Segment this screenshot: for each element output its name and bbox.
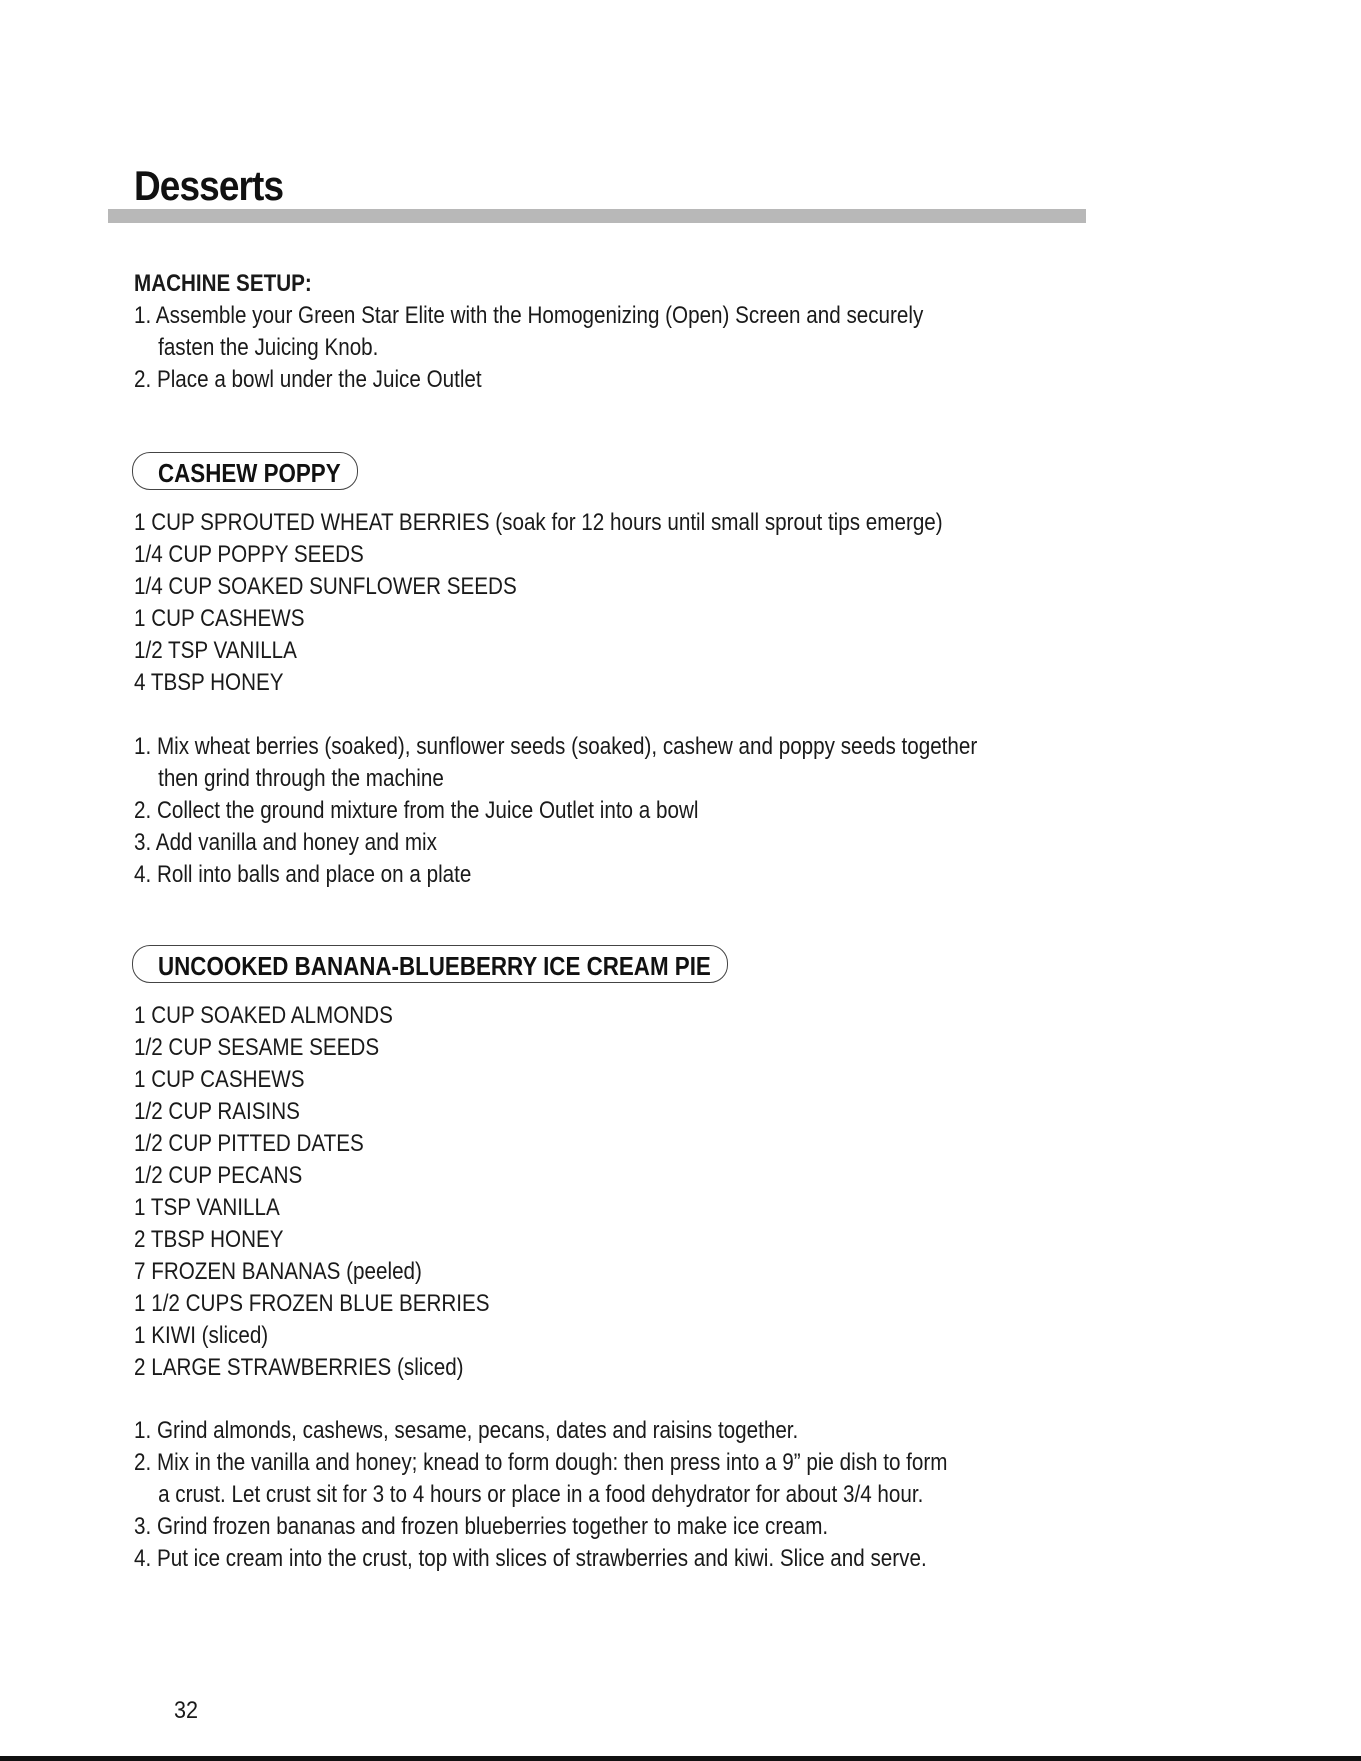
ingredient-item: 1/2 CUP SESAME SEEDS xyxy=(134,1034,380,1061)
recipe-title: CASHEW POPPY xyxy=(158,458,341,488)
instruction-step: 1. Grind almonds, cashews, sesame, pecans, dates and raisins together. xyxy=(134,1417,799,1444)
step-line: 2. Mix in the vanilla and honey; knead to form dough: then press into a 9” pie dish to form xyxy=(134,1449,948,1476)
ingredient-item: 1/2 CUP PITTED DATES xyxy=(134,1130,364,1157)
instruction-list xyxy=(134,1415,947,1575)
bottom-edge-rule xyxy=(0,1756,1361,1761)
instruction-step: 4. Put ice cream into the crust, top with slices of strawberries and kiwi. Slice and serve. xyxy=(134,1545,927,1572)
ingredient-item: 4 TBSP HONEY xyxy=(134,669,284,696)
page-number: 32 xyxy=(174,1697,199,1724)
step-line: 2. Place a bowl under the Juice Outlet xyxy=(134,366,482,393)
ingredient-item: 1/2 TSP VANILLA xyxy=(134,637,297,664)
ingredient-item: 1 1/2 CUPS FROZEN BLUE BERRIES xyxy=(134,1290,490,1317)
instruction-step: 4. Roll into balls and place on a plate xyxy=(134,861,472,888)
step-line-continued: then grind through the machine xyxy=(158,765,444,792)
ingredient-item: 1/2 CUP RAISINS xyxy=(134,1098,300,1125)
machine-setup-heading: MACHINE SETUP: xyxy=(134,270,312,297)
ingredient-list xyxy=(134,1000,490,1384)
instruction-step xyxy=(134,731,977,795)
recipe-title: UNCOOKED BANANA-BLUEBERRY ICE CREAM PIE xyxy=(158,951,711,981)
step-line-continued: fasten the Juicing Knob. xyxy=(158,334,379,361)
ingredient-item: 1/2 CUP PECANS xyxy=(134,1162,303,1189)
machine-setup-section xyxy=(134,268,923,396)
step-line-continued: a crust. Let crust sit for 3 to 4 hours or place in a food dehydrator for about 3/4 hour. xyxy=(158,1481,924,1508)
instruction-step: 3. Grind frozen bananas and frozen blueberries together to make ice cream. xyxy=(134,1513,829,1540)
ingredient-item: 1 CUP SPROUTED WHEAT BERRIES (soak for 12 hours until small sprout tips emerge) xyxy=(134,509,943,536)
ingredient-item: 2 TBSP HONEY xyxy=(134,1226,284,1253)
instruction-list xyxy=(134,731,977,891)
ingredient-item: 1/4 CUP POPPY SEEDS xyxy=(134,541,364,568)
page-title: Desserts xyxy=(134,162,284,209)
ingredient-list xyxy=(134,507,943,699)
ingredient-item: 1 KIWI (sliced) xyxy=(134,1322,269,1349)
title-rule xyxy=(108,209,1086,223)
machine-setup-step xyxy=(134,364,923,396)
instruction-step xyxy=(134,1447,947,1511)
ingredient-item: 7 FROZEN BANANAS (peeled) xyxy=(134,1258,422,1285)
ingredient-item: 1 CUP SOAKED ALMONDS xyxy=(134,1002,393,1029)
ingredient-item: 1 CUP CASHEWS xyxy=(134,605,305,632)
instruction-step: 2. Collect the ground mixture from the Juice Outlet into a bowl xyxy=(134,797,699,824)
instruction-step: 3. Add vanilla and honey and mix xyxy=(134,829,437,856)
ingredient-item: 1 TSP VANILLA xyxy=(134,1194,280,1221)
step-line: 1. Mix wheat berries (soaked), sunflower seeds (soaked), cashew and poppy seeds together xyxy=(134,733,978,760)
machine-setup-step xyxy=(134,300,923,364)
ingredient-item: 1 CUP CASHEWS xyxy=(134,1066,305,1093)
ingredient-item: 2 LARGE STRAWBERRIES (sliced) xyxy=(134,1354,464,1381)
ingredient-item: 1/4 CUP SOAKED SUNFLOWER SEEDS xyxy=(134,573,517,600)
step-line: 1. Assemble your Green Star Elite with the Homogenizing (Open) Screen and securely xyxy=(134,302,924,329)
